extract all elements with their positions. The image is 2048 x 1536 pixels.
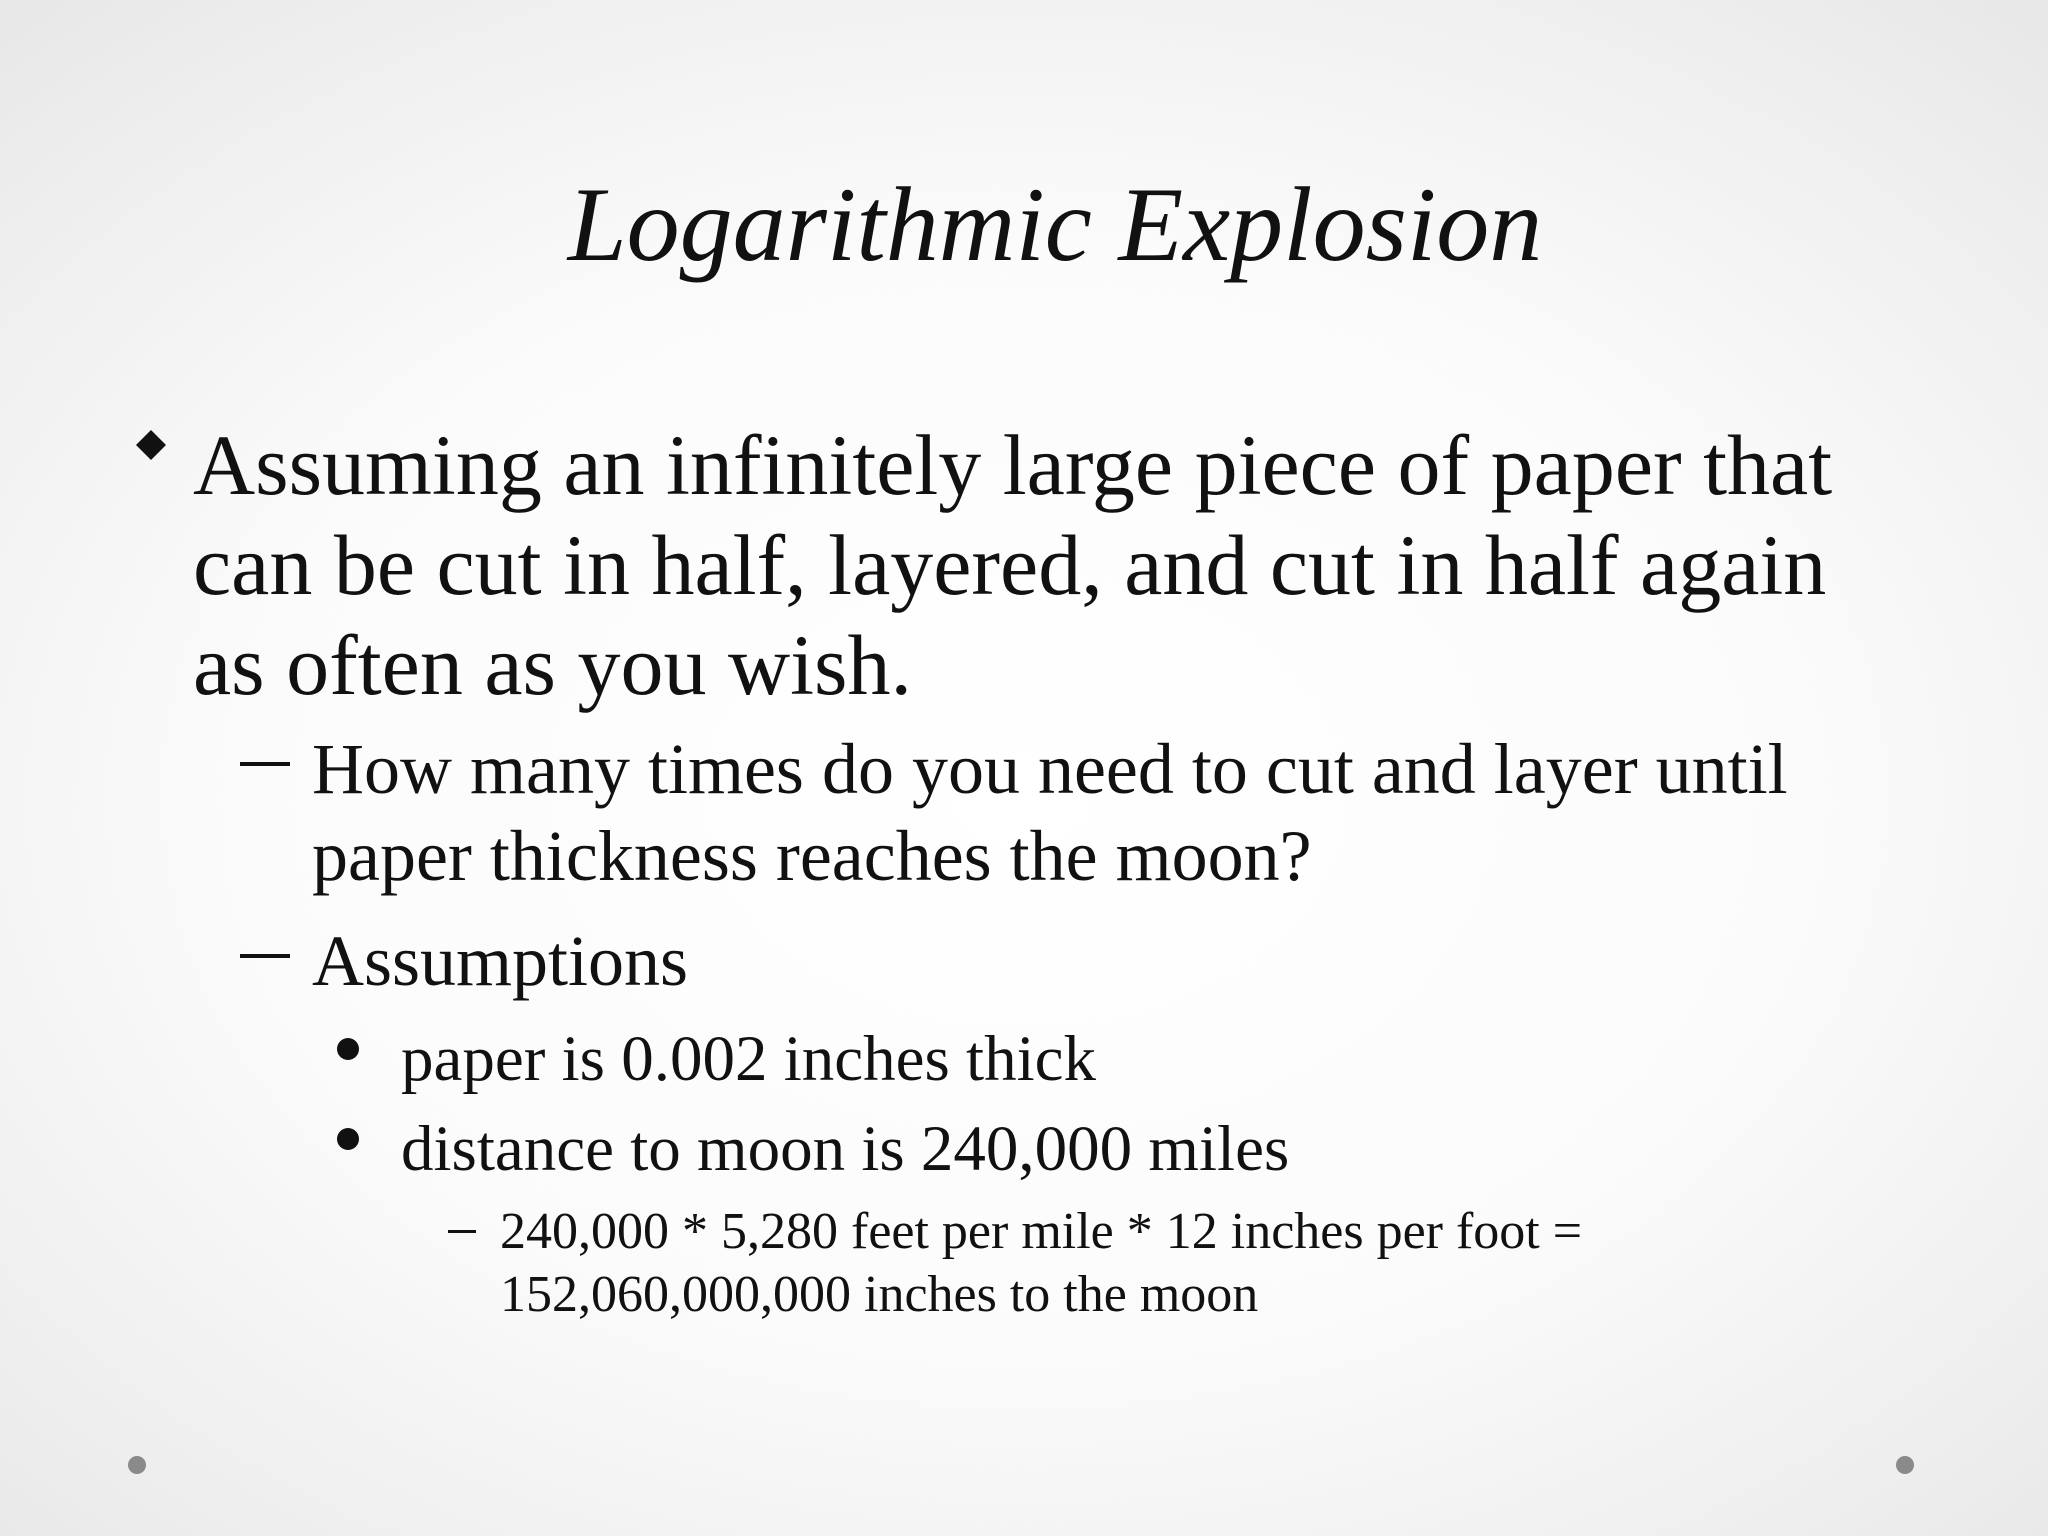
- bullet-calculation: [500, 1200, 1900, 1326]
- bullet-moon-distance: [401, 1110, 1901, 1188]
- bullet-assumptions: [312, 918, 1912, 1005]
- bullet-main: [193, 415, 1913, 715]
- bullet-calculation-text: 240,000 * 5,280 feet per mile * 12 inches per foot = 152,060,000,000 inches to the moon: [500, 1203, 1583, 1323]
- dash-bullet-icon: [240, 954, 290, 958]
- footer-dot-left-icon: [128, 1456, 146, 1474]
- diamond-bullet-icon: [135, 429, 167, 461]
- bullet-main-text: Assuming an infinitely large piece of paper that can be cut in half, layered, and cut in half again as often as you wish.: [193, 417, 1833, 713]
- bullet-question-text: How many times do you need to cut and layer until paper thickness reaches the moon?: [312, 729, 1788, 896]
- bullet-paper-thickness: [401, 1020, 1901, 1098]
- round-bullet-icon: [337, 1038, 359, 1060]
- bullet-assumptions-text: Assumptions: [312, 921, 689, 1001]
- dash-bullet-icon: [240, 762, 290, 766]
- footer-dot-right-icon: [1896, 1456, 1914, 1474]
- dash-bullet-icon: [448, 1230, 476, 1233]
- bullet-paper-thickness-text: paper is 0.002 inches thick: [401, 1023, 1096, 1095]
- slide-title: Logarithmic Explosion: [567, 166, 1543, 283]
- bullet-moon-distance-text: distance to moon is 240,000 miles: [401, 1113, 1290, 1185]
- round-bullet-icon: [337, 1128, 359, 1150]
- bullet-question: [312, 726, 1912, 900]
